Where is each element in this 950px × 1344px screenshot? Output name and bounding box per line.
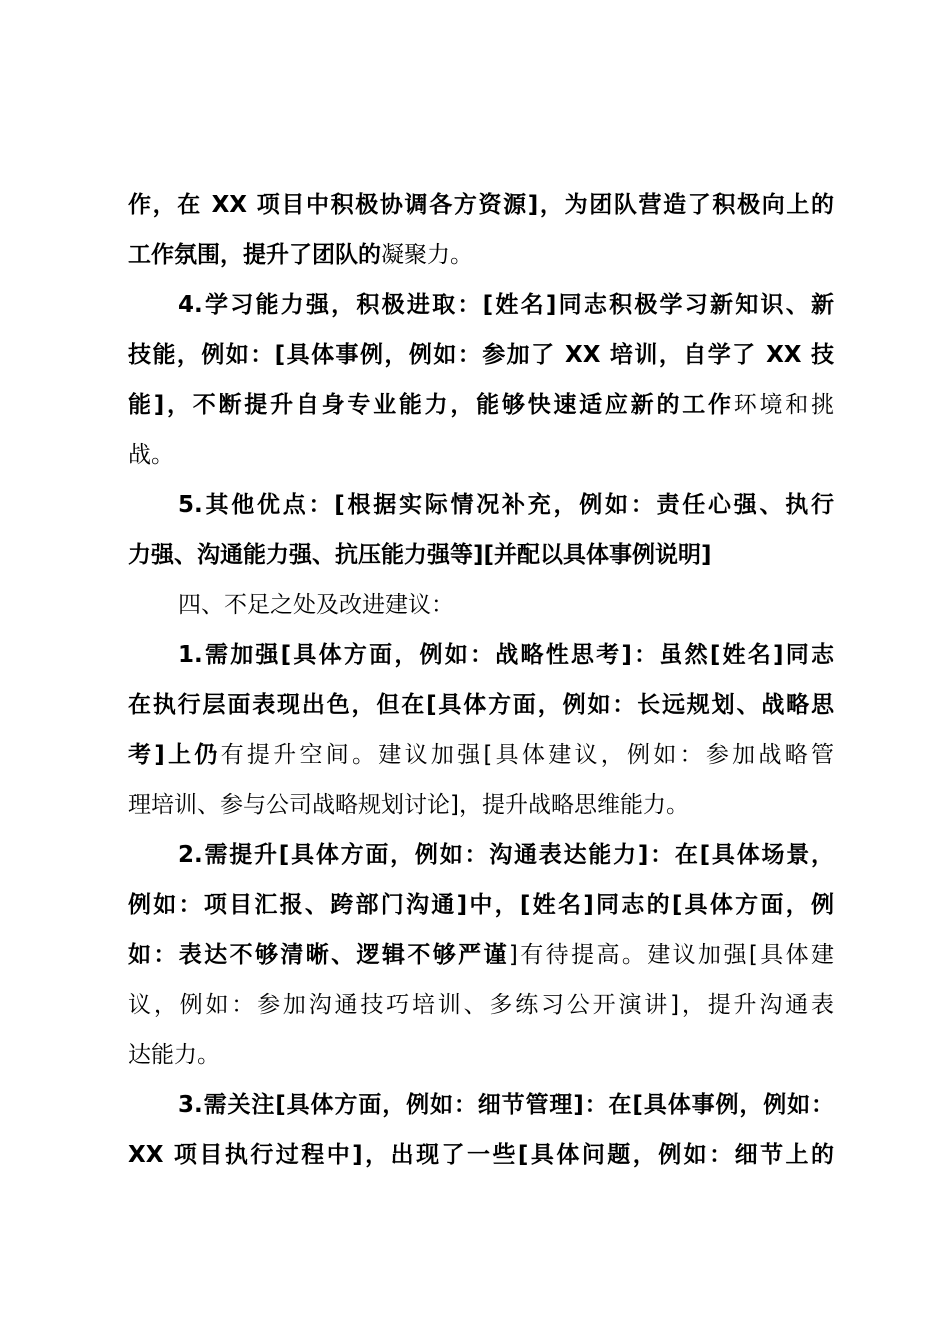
text-line [178,1085,834,1125]
bold-text: 力强、沟通能力强、抗压能力强等][并配以具体事例说明] [128,542,712,568]
bold-text: 考]上仍 [128,742,221,768]
normal-text: ]有待提高。建议加强[具体建 [508,942,834,968]
text-line [128,685,834,725]
text-line [178,285,834,325]
bold-text: 5.其他优点：[根据实际情况补充，例如：责任心强、执行 [178,492,834,518]
bold-text: 技能，例如：[具体事例，例如：参加了 XX 培训，自学了 XX 技 [128,342,834,368]
text-line [128,1135,834,1175]
normal-text: 凝聚力。 [381,242,473,268]
text-line [128,385,834,425]
section-heading [178,585,834,625]
bold-text: 1.需加强[具体方面，例如：战略性思考]：虽然[姓名]同志 [178,642,834,668]
bold-text: 例如：项目汇报、跨部门沟通]中，[姓名]同志的[具体方面，例 [128,892,834,918]
bold-text: 在执行层面表现出色，但在[具体方面，例如：长远规划、战略思 [128,692,834,718]
text-line [128,435,834,475]
text-line [128,785,834,825]
text-line [128,935,834,975]
text-line [128,535,834,575]
normal-text: 有提升空间。建议加强[具体建议，例如：参加战略管 [220,742,834,768]
bold-text: 工作氛围，提升了团队的 [128,242,381,268]
normal-text: 战。 [128,442,174,468]
normal-text: 达能力。 [128,1042,220,1068]
normal-text: 环境和挑 [733,392,834,418]
text-line [128,235,834,275]
bold-text: 能]，不断提升自身专业能力，能够快速适应新的工作 [128,392,734,418]
text-line [178,835,834,875]
text-line [178,485,834,525]
normal-text: 议，例如：参加沟通技巧培训、多练习公开演讲]，提升沟通表 [128,992,834,1018]
normal-text: 四、不足之处及改进建议： [178,592,454,618]
bold-text: 如：表达不够清晰、逻辑不够严谨 [128,942,509,968]
normal-text: 理培训、参与公司战略规划讨论]，提升战略思维能力。 [128,792,689,818]
text-line [128,985,834,1025]
bold-text: 2.需提升[具体方面，例如：沟通表达能力]：在[具体场景， [178,842,834,868]
bold-text: 作，在 XX 项目中积极协调各方资源]，为团队营造了积极向上的 [128,192,834,218]
text-line [128,735,834,775]
bold-text: XX 项目执行过程中]，出现了一些[具体问题，例如：细节上的 [128,1142,834,1168]
bold-text: 3.需关注[具体方面，例如：细节管理]：在[具体事例，例如： [178,1092,834,1118]
text-line [128,1035,834,1075]
text-line [128,185,834,225]
text-line [128,885,834,925]
bold-text: 4.学习能力强，积极进取：[姓名]同志积极学习新知识、新 [178,292,834,318]
text-line [128,335,834,375]
text-line [178,635,834,675]
